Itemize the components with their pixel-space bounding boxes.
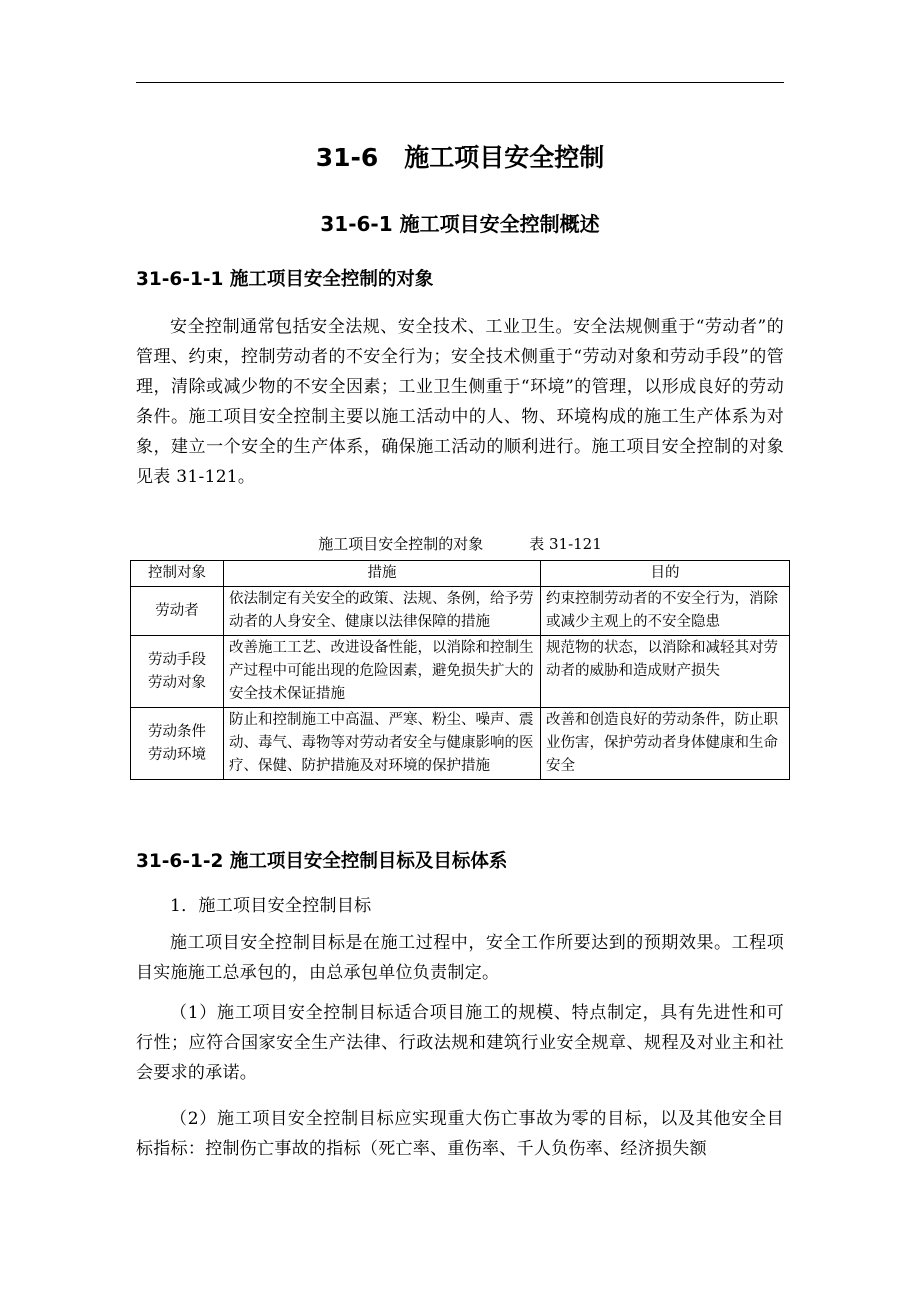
table-cell-purpose: 改善和创造良好的劳动条件，防止职业伤害，保护劳动者身体健康和生命安全 xyxy=(541,708,790,780)
chapter-number: 31-6 xyxy=(315,143,379,172)
table-caption-number: 表 31-121 xyxy=(529,535,602,553)
table-caption-title: 施工项目安全控制的对象 xyxy=(318,535,484,553)
paragraph-target-requirement-1: （1）施工项目安全控制目标适合项目施工的规模、特点制定，具有先进性和可行性；应符合国家安全生产法律、行政法规和建筑行业安全规章、规程及对业主和社会要求的承诺。 xyxy=(136,1003,784,1083)
paragraph-safety-objects: 安全控制通常包括安全法规、安全技术、工业卫生。安全法规侧重于“劳动者”的管理、约束，控制劳动者的不安全行为；安全技术侧重于“劳动对象和劳动手段”的管理，清除或减少物的不安全因素；工业卫生侧重于“环境”的管理，以形成良好的劳动条件。施工项目安全控制主要以施工活动中的人、物、环境构成的施工生产体系为对象，建立一个安全的生产体系，确保施工活动的顺利进行。施工项目安全控制的对象见表 31-121。 xyxy=(136,317,784,487)
header-rule xyxy=(136,82,784,83)
table-cell-object xyxy=(131,636,224,708)
table-cell-measure: 改善施工工艺、改进设备性能，以消除和控制生产过程中可能出现的危险因素，避免损失扩大的安全技术保证措施 xyxy=(224,636,541,708)
table-header-measure: 措施 xyxy=(224,561,541,587)
table-row xyxy=(131,636,790,708)
table-header-object: 控制对象 xyxy=(131,561,224,587)
paragraph-target-requirement-2: （2）施工项目安全控制目标应实现重大伤亡事故为零的目标，以及其他安全目标指标：控制伤亡事故的指标（死亡率、重伤率、千人负伤率、经济损失额 xyxy=(136,1109,784,1159)
list-item-target: 1．施工项目安全控制目标 xyxy=(170,896,372,916)
table-row xyxy=(131,587,790,636)
section-heading: 31-6-1 施工项目安全控制概述 xyxy=(320,212,600,236)
table-header-purpose: 目的 xyxy=(541,561,790,587)
table-cell-object-line: 劳动环境 xyxy=(148,746,206,763)
table-cell-object-line: 劳动手段 xyxy=(148,651,206,668)
table-cell-measure: 防止和控制施工中高温、严寒、粉尘、噪声、震动、毒气、毒物等对劳动者安全与健康影响的医疗、保健、防护措施及对环境的保护措施 xyxy=(224,708,541,780)
table-cell-object: 劳动者 xyxy=(131,587,224,636)
subsection-title-1: 31-6-1-1 施工项目安全控制的对象 xyxy=(136,269,434,290)
table-header-row xyxy=(131,561,790,587)
subsection-title-2: 31-6-1-2 施工项目安全控制目标及目标体系 xyxy=(136,851,508,872)
table-caption xyxy=(0,533,920,554)
safety-objects-table xyxy=(130,560,790,780)
table-cell-object xyxy=(131,708,224,780)
table-cell-measure: 依法制定有关安全的政策、法规、条例，给予劳动者的人身安全、健康以法律保障的措施 xyxy=(224,587,541,636)
table-cell-purpose: 约束控制劳动者的不安全行为，消除或减少主观上的不安全隐患 xyxy=(541,587,790,636)
table-row xyxy=(131,708,790,780)
paragraph-target-definition: 施工项目安全控制目标是在施工过程中，安全工作所要达到的预期效果。工程项目实施施工总承包的，由总承包单位负责制定。 xyxy=(136,933,784,983)
chapter-title: 施工项目安全控制 xyxy=(404,143,605,172)
table-cell-object-line: 劳动条件 xyxy=(148,723,206,740)
table-cell-object-line: 劳动对象 xyxy=(148,674,206,691)
chapter-heading xyxy=(0,138,920,174)
table-cell-purpose: 规范物的状态，以消除和减轻其对劳动者的威胁和造成财产损失 xyxy=(541,636,790,708)
